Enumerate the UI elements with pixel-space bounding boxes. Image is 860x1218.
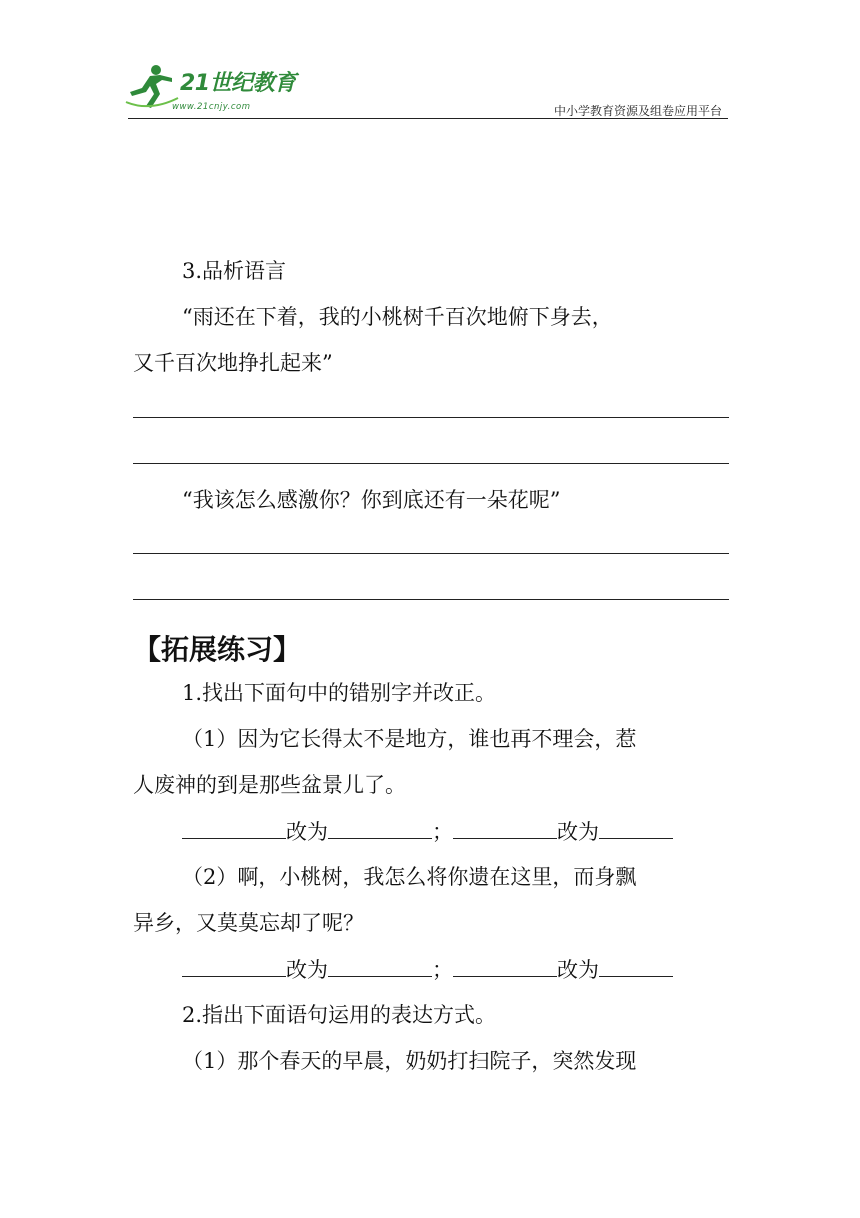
answer-line[interactable] — [133, 417, 729, 418]
logo-text: 21世纪教育 — [180, 71, 296, 96]
analysis-heading: 3.品析语言 — [182, 259, 287, 283]
q1-2-line1: （2）啊，小桃树，我怎么将你遗在这里，而身飘 — [182, 865, 637, 889]
correct-char-blank[interactable] — [599, 816, 673, 839]
q1-1-line1: （1）因为它长得太不是地方，谁也再不理会，惹 — [182, 727, 637, 751]
wrong-char-blank[interactable] — [453, 954, 557, 977]
quote1-line1: “雨还在下着，我的小桃树千百次地俯下身去， — [182, 305, 613, 329]
separator: ； — [432, 958, 453, 982]
logo — [120, 62, 300, 118]
change-to-label: 改为 — [286, 958, 328, 982]
header-divider — [128, 118, 728, 119]
q1-1-answer-row — [182, 816, 673, 847]
q1-heading: 1.找出下面句中的错别字并改正。 — [182, 681, 497, 705]
q1-2-line2: 异乡，又莫莫忘却了呢？ — [133, 911, 364, 935]
correct-char-blank[interactable] — [328, 954, 432, 977]
runner-logo-icon — [120, 62, 180, 112]
q2-heading: 2.指出下面语句运用的表达方式。 — [182, 1003, 497, 1027]
change-to-label: 改为 — [557, 820, 599, 844]
separator: ； — [432, 820, 453, 844]
answer-line[interactable] — [133, 599, 729, 600]
q1-1-line2: 人废神的到是那些盆景儿了。 — [133, 773, 406, 797]
q2-1-line1: （1）那个春天的早晨，奶奶打扫院子，突然发现 — [182, 1049, 637, 1073]
change-to-label: 改为 — [286, 820, 328, 844]
header-tagline: 中小学教育资源及组卷应用平台 — [553, 104, 722, 118]
quote2: “我该怎么感激你？你到底还有一朵花呢” — [182, 488, 561, 512]
answer-line[interactable] — [133, 553, 729, 554]
answer-line[interactable] — [133, 463, 729, 464]
wrong-char-blank[interactable] — [182, 816, 286, 839]
correct-char-blank[interactable] — [599, 954, 673, 977]
change-to-label: 改为 — [557, 958, 599, 982]
wrong-char-blank[interactable] — [453, 816, 557, 839]
page-header — [0, 0, 860, 125]
correct-char-blank[interactable] — [328, 816, 432, 839]
wrong-char-blank[interactable] — [182, 954, 286, 977]
logo-url: www.21cnjy.com — [172, 102, 251, 112]
section-title: 【拓展练习】 — [133, 633, 302, 666]
q1-2-answer-row — [182, 954, 673, 985]
quote1-line2: 又千百次地挣扎起来” — [133, 351, 333, 375]
